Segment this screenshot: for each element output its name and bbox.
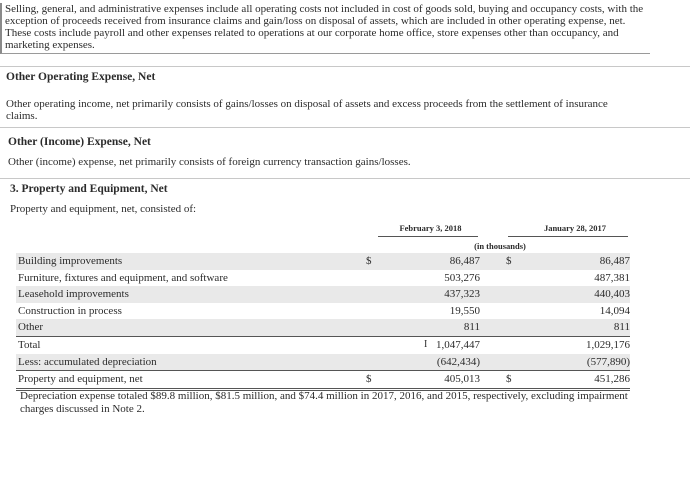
value-jan: 1,029,176 bbox=[586, 338, 630, 351]
other-income-section bbox=[0, 127, 690, 177]
value-jan: 811 bbox=[613, 321, 630, 334]
other-operating-heading: Other Operating Expense, Net bbox=[6, 71, 156, 83]
header-underline-feb bbox=[378, 236, 478, 237]
row-label: Property and equipment, net bbox=[18, 373, 143, 386]
value-feb: 19,550 bbox=[449, 304, 480, 317]
table-row bbox=[16, 371, 630, 391]
cursor-mark: I bbox=[424, 338, 428, 350]
row-label: Leasehold improvements bbox=[18, 288, 129, 301]
units-label: (in thousands) bbox=[474, 241, 526, 251]
sga-description: Selling, general, and administrative expenses include all operating costs not included in cost of goods sold, buying and occupancy costs, with the exception of proceeds received from insurance claims and gain/loss on disposal of assets, which are included in other operating expense, net. These costs include payroll and other expenses related to operations at our corporate home office, store expenses other than occupancy, and marketing expenses. bbox=[0, 3, 650, 54]
value-jan: 86,487 bbox=[599, 255, 630, 267]
value-jan: 451,286 bbox=[594, 373, 630, 386]
value-feb: 405,013 bbox=[444, 373, 480, 386]
table-row bbox=[16, 253, 630, 270]
value-feb: 437,323 bbox=[444, 288, 480, 301]
currency-symbol: $ bbox=[366, 255, 372, 267]
value-feb: 503,276 bbox=[444, 271, 480, 284]
value-jan: (577,890) bbox=[586, 355, 630, 368]
currency-symbol: $ bbox=[506, 255, 512, 267]
other-income-heading: Other (Income) Expense, Net bbox=[8, 136, 151, 148]
column-header-jan-2017: January 28, 2017 bbox=[543, 223, 607, 233]
value-feb: 1,047,447 bbox=[436, 338, 480, 351]
column-header-feb-2018: February 3, 2018 bbox=[399, 223, 462, 233]
table-row bbox=[16, 303, 630, 320]
table-row bbox=[16, 337, 630, 354]
depreciation-footnote: Depreciation expense totaled $89.8 million, $81.5 million, and $74.4 million in 2017, 2016, and 2015, respectively, excluding impairment charges discussed in Note 2. bbox=[20, 390, 628, 415]
row-label: Less: accumulated depreciation bbox=[18, 355, 157, 368]
row-label: Construction in process bbox=[18, 304, 122, 317]
value-jan: 440,403 bbox=[594, 288, 630, 301]
table-row bbox=[16, 286, 630, 303]
table-row bbox=[16, 354, 630, 372]
header-underline-jan bbox=[508, 236, 628, 237]
property-heading: 3. Property and Equipment, Net bbox=[10, 183, 168, 195]
value-feb: (642,434) bbox=[436, 355, 480, 368]
value-feb: 86,487 bbox=[449, 255, 480, 267]
row-label: Building improvements bbox=[18, 255, 123, 267]
other-operating-section bbox=[0, 66, 690, 127]
currency-symbol: $ bbox=[506, 373, 512, 386]
value-jan: 14,094 bbox=[599, 304, 630, 317]
value-feb: 811 bbox=[463, 321, 480, 334]
value-jan: 487,381 bbox=[594, 271, 630, 284]
row-label: Furniture, fixtures and equipment, and software bbox=[18, 271, 228, 284]
row-label: Other bbox=[18, 321, 44, 334]
other-income-text: Other (income) expense, net primarily consists of foreign currency transaction gains/losses. bbox=[8, 156, 411, 168]
row-label: Total bbox=[18, 338, 41, 351]
currency-symbol: $ bbox=[366, 373, 372, 386]
table-row bbox=[16, 270, 630, 287]
property-intro: Property and equipment, net, consisted of: bbox=[10, 203, 197, 215]
other-operating-text: Other operating income, net primarily consists of gains/losses on disposal of assets and excess proceeds from the settlement of insurance claims. bbox=[6, 98, 608, 122]
property-table bbox=[16, 253, 630, 391]
table-row bbox=[16, 319, 630, 337]
